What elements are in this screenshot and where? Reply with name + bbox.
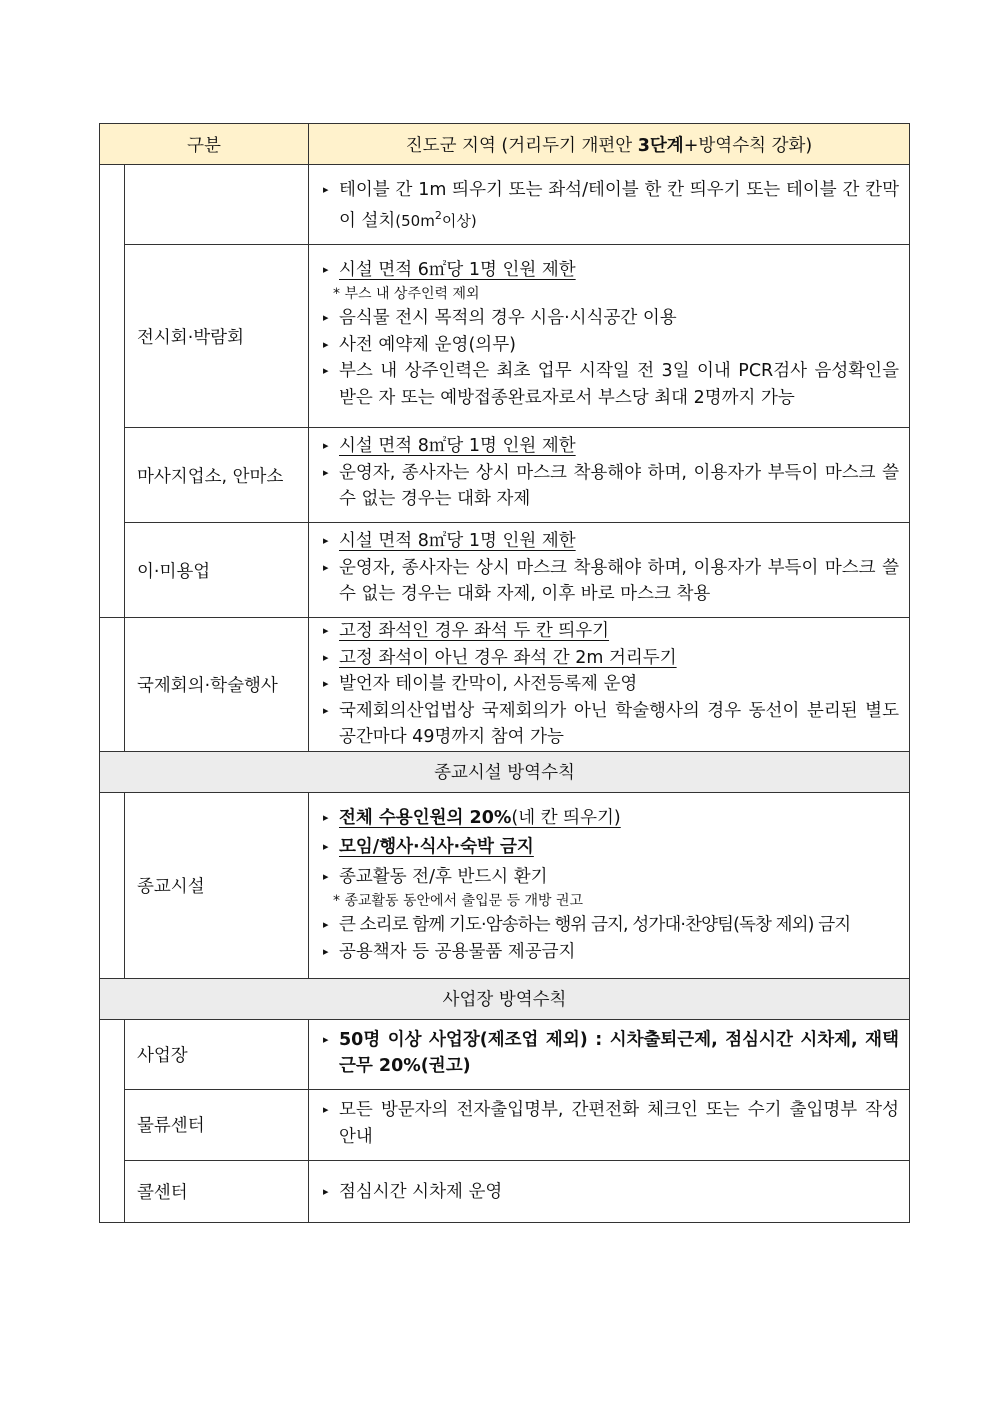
bullet-icon: ▸ <box>323 624 329 637</box>
bullet-icon: ▸ <box>323 677 329 690</box>
row-content: ▸ 모든 방문자의 전자출입명부, 간편전화 체크인 또는 수기 출입명부 작성 안내 <box>309 1089 910 1160</box>
bullet-icon: ▸ <box>323 311 329 325</box>
bullet-icon: ▸ <box>323 337 329 351</box>
bullet-icon: ▸ <box>323 182 329 196</box>
header-category: 구분 <box>100 124 309 165</box>
bullet-icon: ▸ <box>323 262 329 276</box>
group-marker-cell <box>100 618 125 752</box>
row-category: 국제회의·학술행사 <box>125 618 309 752</box>
bullet-icon: ▸ <box>323 810 329 824</box>
row-category: 마사지업소, 안마소 <box>125 428 309 523</box>
table-row <box>100 165 910 245</box>
row-category: 콜센터 <box>125 1160 309 1222</box>
bullet-icon: ▸ <box>323 840 329 854</box>
row-content: ▸ 시설 면적 8㎡당 1명 인원 제한 ▸ 운영자, 종사자는 상시 마스크 착용해야 하며, 이용자가 부득이 마스크 쓸 수 없는 경우는 대화 자제, 이후 바로 마스크 착용 <box>309 523 910 618</box>
bullet-icon: ▸ <box>323 918 329 932</box>
group-marker-cell <box>100 792 125 978</box>
bullet-icon: ▸ <box>323 1032 329 1046</box>
bullet-icon: ▸ <box>323 439 329 453</box>
section-row-business <box>100 978 910 1019</box>
row-content: ▸ 테이블 간 1m 띄우기 또는 좌석/테이블 한 칸 띄우기 또는 테이블 간 칸막이 설치($50m^2$이상) <box>309 165 910 245</box>
row-category: 물류센터 <box>125 1089 309 1160</box>
bullet-icon: ▸ <box>323 465 329 479</box>
row-content: ▸ 시설 면적 6㎡당 1명 인원 제한 * 부스 내 상주인력 제외 ▸ 음식물 전시 목적의 경우 시음·시식공간 이용 ▸ 사전 예약제 운영(의무) ▸ 부스 내 상주인력은 최초 업무 시작일 전 3일 이내 PCR검사 음성확인을 받은 자 또는 예방접종완료자로서 부스당 최대 2명까지 가능 <box>309 245 910 428</box>
header-region: 진도군 지역 (거리두기 개편안 3단계+방역수칙 강화) <box>309 124 910 165</box>
section-row-religion <box>100 751 910 792</box>
table-header-row <box>100 124 910 165</box>
table-row <box>100 618 910 752</box>
table-row <box>100 245 910 428</box>
row-category: 이·미용업 <box>125 523 309 618</box>
bullet-icon: ▸ <box>323 944 329 958</box>
note-text: * 부스 내 상주인력 제외 <box>333 286 480 303</box>
bullet-icon: ▸ <box>323 560 329 574</box>
group-marker-cell <box>100 165 125 618</box>
table-row <box>100 1089 910 1160</box>
row-content: ▸ 50명 이상 사업장(제조업 제외) : 시차출퇴근제, 점심시간 시차제, 재택근무 20%(권고) <box>309 1019 910 1089</box>
row-content: ▸ 전체 수용인원의 20%(네 칸 띄우기) ▸ 모임/행사·식사·숙박 금지 ▸ 종교활동 전/후 반드시 환기 * 종교활동 동안에서 출입문 등 개방 권고 ▸ 큰 소리로 함께 기도·암송하는 행위 금지, 성가대·찬양팀(독창 제외) 금지 ▸ 공용책자 등 공용물품 제공금지 <box>309 792 910 978</box>
row-content: ▸ 점심시간 시차제 운영 <box>309 1160 910 1222</box>
bullet-icon: ▸ <box>323 650 329 664</box>
table-row <box>100 1019 910 1089</box>
row-category <box>125 165 309 245</box>
table-row <box>100 1160 910 1222</box>
bullet-icon: ▸ <box>323 703 329 717</box>
table-row <box>100 428 910 523</box>
row-content: ▸ 고정 좌석인 경우 좌석 두 칸 띄우기 ▸ 고정 좌석이 아닌 경우 좌석 간 2m 거리두기 ▸ 발언자 테이블 칸막이, 사전등록제 운영 ▸ 국제회의산업법상 국제회의가 아닌 학술행사의 경우 동선이 분리된 별도 공간마다 49명까지 참여 가능 <box>309 618 910 752</box>
quarantine-rules-table <box>99 123 910 1223</box>
group-marker-cell <box>100 1019 125 1222</box>
table-row <box>100 523 910 618</box>
bullet-icon: ▸ <box>323 1184 329 1198</box>
bullet-icon: ▸ <box>323 1103 329 1116</box>
section-title: 종교시설 방역수칙 <box>100 751 910 792</box>
row-category: 종교시설 <box>125 792 309 978</box>
row-content: ▸ 시설 면적 8㎡당 1명 인원 제한 ▸ 운영자, 종사자는 상시 마스크 착용해야 하며, 이용자가 부득이 마스크 쓸 수 없는 경우는 대화 자제 <box>309 428 910 523</box>
row-category: 전시회·박람회 <box>125 245 309 428</box>
bullet-icon: ▸ <box>323 869 329 883</box>
bullet-icon: ▸ <box>323 364 329 378</box>
bullet-icon: ▸ <box>323 534 329 548</box>
table-row <box>100 792 910 978</box>
note-text: * 종교활동 동안에서 출입문 등 개방 권고 <box>333 893 584 910</box>
section-title: 사업장 방역수칙 <box>100 978 910 1019</box>
row-category: 사업장 <box>125 1019 309 1089</box>
